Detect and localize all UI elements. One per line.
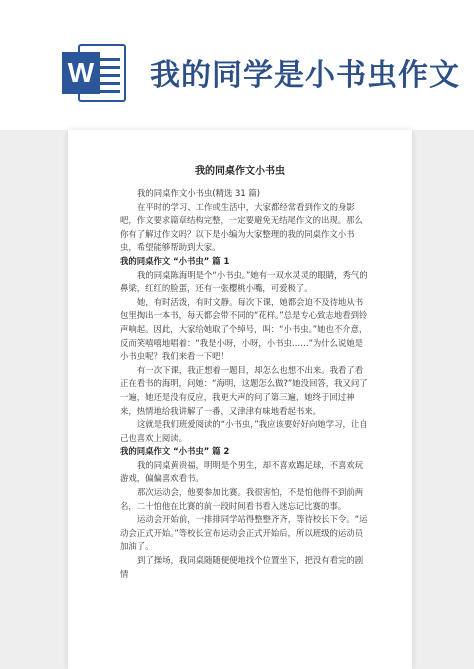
paragraph: 运动会开始前，一排排同学站得整整齐齐，等待校长下令。“运动会正式开始。”等校长宣布运动会正式开始后，所以班级的运动员加油了。 [120, 514, 368, 552]
paragraph: 我的同桌作文小书虫(精选 31 篇) [137, 188, 261, 198]
paragraph: 我的同桌黄贵福，明明是个男生，却不喜欢踢足球，不喜欢玩游戏，偏偏喜欢看书。 [120, 459, 364, 484]
document-page [68, 130, 412, 669]
header-banner [0, 0, 474, 130]
paragraph: 她，有时活泼，有时文静。每次下课，她都会迫不及待地从书包里掏出一本书，每天都会带不同的“花样。”总是专心致志地看到铃声响起。因此，大家给她取了个绰号，叫：“小书虫。”她也不介意，反而笑嘻嘻地唱着：“我是小呀，小呀，小书虫……”为什么说她是小书虫呢？我们来看一下吧！ [120, 296, 368, 362]
word-document-icon [62, 44, 130, 102]
paragraph: 那次运动会，他要参加比赛。我很害怕，不是怕他得不到前两名，二十怕他在比赛的前一段时间看书看入迷忘记比赛的事。 [120, 487, 364, 511]
paragraph: 到了操场，我同桌随随便便地找个位置坐下，把没有看完的剧情 [120, 555, 364, 579]
document-title: 我的同桌作文小书虫 [195, 166, 285, 177]
paragraph: 有一次下课，我正想着一题目，却怎么也想不出来。我看了看正在看书的海明，问她：“海明，这题怎么做?”她没回答，我又问了一遍，她还是没有反应，我更大声的问了第三遍，她终于回过神来，热情地给我讲解了一番，又津津有味地看起书来。 [120, 364, 368, 416]
page-title: 我的同学是小书虫作文 [150, 58, 460, 93]
word-letter-badge: W [62, 52, 100, 94]
paragraph: 我的同桌陈海明是个“小书虫。”她有一双水灵灵的眼睛，秀气的鼻梁，红红的脸蛋，还有一张樱桃小嘴，可爱极了。 [120, 269, 368, 294]
paragraph: 在平时的学习、工作或生活中，大家都经常看到作文的身影吧，作文要求篇章结构完整，一定要避免无结尾作文的出现。那么你有了解过作文吗？以下是小编为大家整理的我的同桌作文小书虫，希望能够帮助到大家。 [120, 201, 363, 253]
section-heading: 我的同桌作文 “小书虫” 篇 1 [120, 255, 230, 266]
paragraph: 这就是我们班爱阅读的“小书虫，”我应该要好好向她学习，让自己也喜欢上阅读。 [120, 419, 368, 443]
document-body [120, 187, 370, 581]
section-heading: 我的同桌作文 “小书虫” 篇 2 [120, 446, 230, 457]
